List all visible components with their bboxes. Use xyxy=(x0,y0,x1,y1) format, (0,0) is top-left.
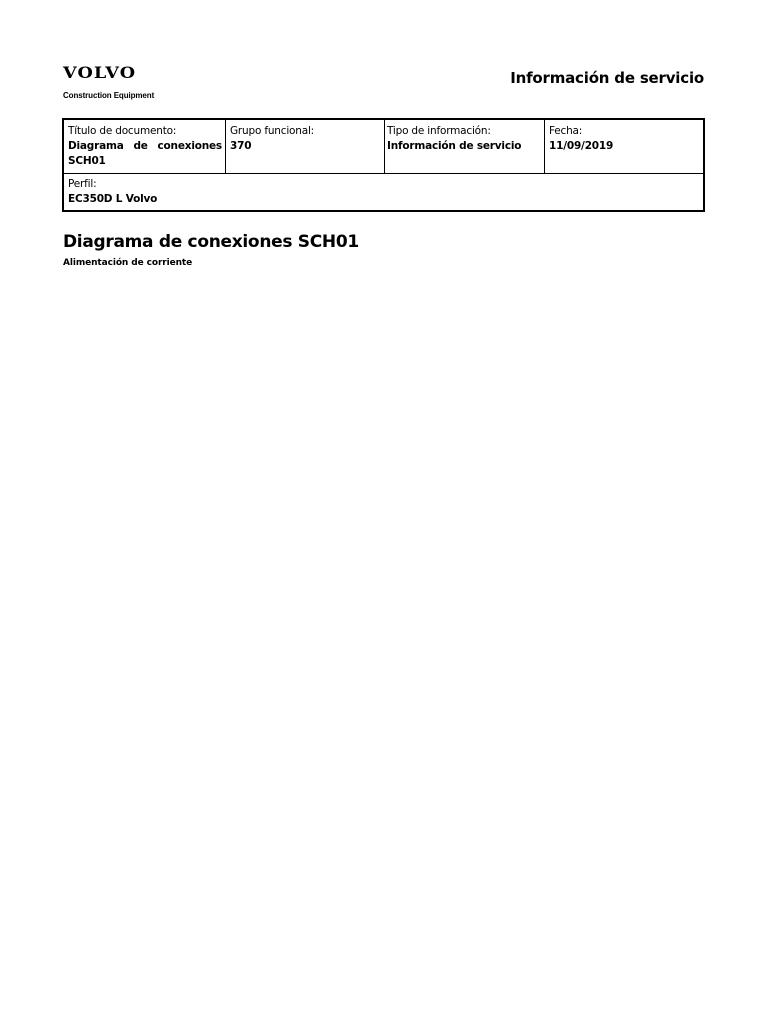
profile-value: EC350D L Volvo xyxy=(68,193,158,205)
document-title-cell xyxy=(64,120,225,173)
page-subtitle: Alimentación de corriente xyxy=(63,258,193,268)
date-cell xyxy=(544,120,703,173)
info-type-cell xyxy=(384,120,544,173)
volvo-logo xyxy=(63,64,173,101)
info-table-row xyxy=(64,174,703,207)
profile-cell xyxy=(64,174,703,207)
date-value: 11/09/2019 xyxy=(549,140,614,152)
header-title: Información de servicio xyxy=(510,69,704,87)
document-title-label: Título de documento: xyxy=(68,125,177,137)
info-type-label: Tipo de información: xyxy=(387,125,491,137)
info-table-row xyxy=(64,120,703,174)
profile-label: Perfil: xyxy=(68,178,97,190)
logo-wordmark: VOLVO xyxy=(63,63,137,82)
info-type-value: Información de servicio xyxy=(387,140,522,152)
functional-group-label: Grupo funcional: xyxy=(230,125,314,137)
date-label: Fecha: xyxy=(549,125,583,137)
page-title: Diagrama de conexiones SCH01 xyxy=(63,232,359,252)
functional-group-value: 370 xyxy=(230,140,252,152)
logo-subtitle: Construction Equipment xyxy=(63,91,155,100)
document-info-table xyxy=(62,118,705,212)
functional-group-cell xyxy=(225,120,384,173)
document-title-value: Diagrama de conexiones SCH01 xyxy=(68,140,222,167)
